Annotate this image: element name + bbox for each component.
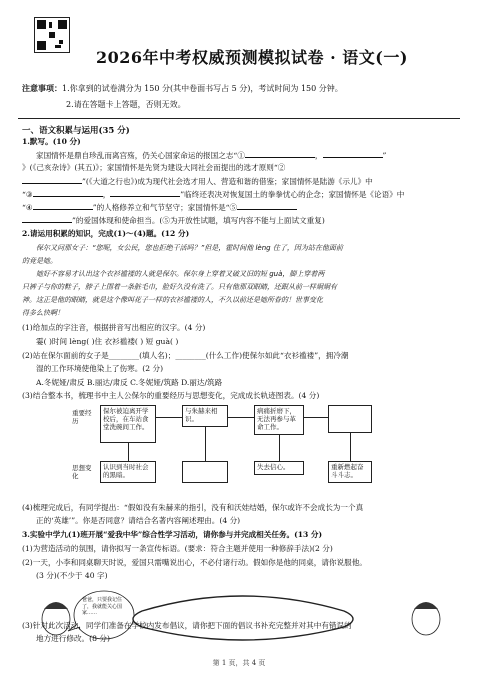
q2-subquestion: 正的‘英雄’”。你是否同意？请结合名著内容阐述理由。(4 分) (36, 516, 241, 525)
exam-notes (22, 80, 343, 113)
q1-line: 》(《己亥杂诗》(其五)》；家国情怀是先贤为建设大同社会而提出的选才原则“② (22, 163, 286, 172)
note-1: 1.你拿到的试卷满分为 150 分(其中卷面书写占 5 分)，考试时间为 150 分钟。 (62, 84, 343, 93)
q1-line: “④ ”的人格修养立和气节坚守；家国情怀是“⑤ (22, 201, 460, 214)
q3-subquestion: 地方进行修改。(8 分) (36, 634, 110, 643)
q2-subquestion: 湿的工作环境使他染上了伤寒。(2 分) (36, 364, 164, 373)
q1-line: ”(《大道之行也》)成为现代社会选才用人、营造和谐的借鉴；家国情怀是陆游《示儿》中 (22, 175, 460, 188)
change-box: 认识到当时社会的黑暗。 (100, 461, 156, 483)
q2-subquestion: (1)给加点的字注音，根据拼音写出相应的汉字。(4 分) (22, 323, 206, 332)
experience-box: 病痛折磨下，无法再参与革命工作。 (254, 405, 304, 435)
passage-line: 她好不容易才认出这个衣衫褴褛的人就是保尔。保尔身上穿着又破又旧的短 guà，脚上穿着两 (36, 270, 325, 278)
passage-line: 保尔又问那女子：“您呢，女公民，您也拒绝干活吗？”但是，霍时间他 lèng 住了，因为站在他面前 (36, 244, 343, 252)
question-3-heading: 3.实验中学九(1)班开展“爱我中华”综合性学习活动，请你参与并完成相关任务。(13 分) (22, 530, 323, 539)
q2-subquestion: (2)站在保尔面前的女子是________(填人名)；________(什么工作)使保尔如此“衣衫褴褛”，拥冷潮 (22, 351, 349, 360)
qr-code-icon (34, 17, 70, 53)
passage-line: 神。这正是他的眼睛，就是这个像叫花子一样的衣衫褴褛的人，不久以前还是她所眷的！世事变化 (22, 296, 323, 304)
experience-box: 保尔被迫离开学校后，在车站食堂洗碗间工作。 (100, 405, 156, 443)
row-label: 重要经历 (70, 408, 96, 430)
change-blank[interactable] (182, 461, 228, 483)
q2-options: A.冬妮娅/肃反 B.丽达/肃反 C.冬妮娅/筑路 D.丽达/筑路 (36, 378, 223, 387)
change-box: 重新燃起奋斗斗志。 (328, 461, 372, 483)
section-heading: 一、语文积累与运用(35 分) (22, 126, 130, 136)
page-title: 2026年中考权威预测模拟试卷 · 语文(一) (96, 48, 408, 67)
note-2: 2.请在答题卡上答题，否则无效。 (66, 100, 186, 109)
notes-label: 注意事项： (22, 83, 62, 93)
q1-line: 家国情怀是鼎自珍乱而离宫殇，仍关心国家命运的报国之志“① ， ” (36, 151, 387, 160)
q3-subquestion: (2)一天，小李和同桌聊天时说，爱国只需嘴说出心，不必付诸行动。假如你是他的同桌，请你说服他。 (22, 558, 367, 567)
question-1-heading: 1.默写。(10 分) (22, 137, 81, 146)
q3-subquestion: (1)为营造活动的氛围，请你拟写一条宣传标语。(要求：符合主题并使用一种修辞手法)(2 分) (22, 544, 333, 553)
q3-subquestion: (3 分)(不少于 40 字) (36, 571, 108, 580)
growth-track-chart (70, 405, 390, 495)
q1-line: “③ ， ”临终还表决对恢复国土的拳拳忧心的企念；家国情怀是《论语》中 (22, 190, 405, 199)
q2-subquestion: (4)梳理完成后，有同学提出：“假如没有朱赫来的指引，没有和沃娃结婚，保尔或许不会成长为一个真 (22, 503, 364, 512)
passage-line: 得多么快啊！ (22, 309, 64, 317)
q1-line: ”的爱国体现和使命担当。(⑤为开放性试题，填写内容不能与上面试文重复) (22, 214, 460, 227)
divider (18, 118, 460, 119)
row-label: 思想变化 (70, 463, 96, 485)
speech-bubble-text: 爸爸，只要我记住了，我就能关心国家…… (82, 597, 123, 616)
experience-blank[interactable] (328, 405, 372, 433)
q2-subquestion: (3)结合整本书，梳理书中主人公保尔的重要经历与思想变化，完成成长轨迹图表。(4 分) (22, 391, 320, 400)
change-box: 失去信心。 (254, 461, 304, 475)
q3-subquestion: (3)针对此次活动，同学们准备在学校内发布倡议，请你把下面的倡议书补充完整并对其中有错误的 (22, 621, 352, 630)
question-2-heading: 2.请运用积累的知识，完成(1)～(4)题。(12 分) (22, 229, 190, 238)
passage-line: 只裤子与你的鞋子，脖子上围着一条脏毛巾，脸好久没有洗了。只有他那双眼睛，还跟从前一样炯炯有 (22, 283, 337, 291)
passage-line: 的竟是她。 (22, 257, 57, 265)
experience-box: 与朱赫来相识。 (182, 405, 228, 427)
page-footer: 第 1 页，共 4 页 (212, 659, 266, 667)
q2-pinyin-items: 霎( )时间 lèng( )住 衣衫褴褛( ) 短 guà( ) (36, 337, 179, 346)
